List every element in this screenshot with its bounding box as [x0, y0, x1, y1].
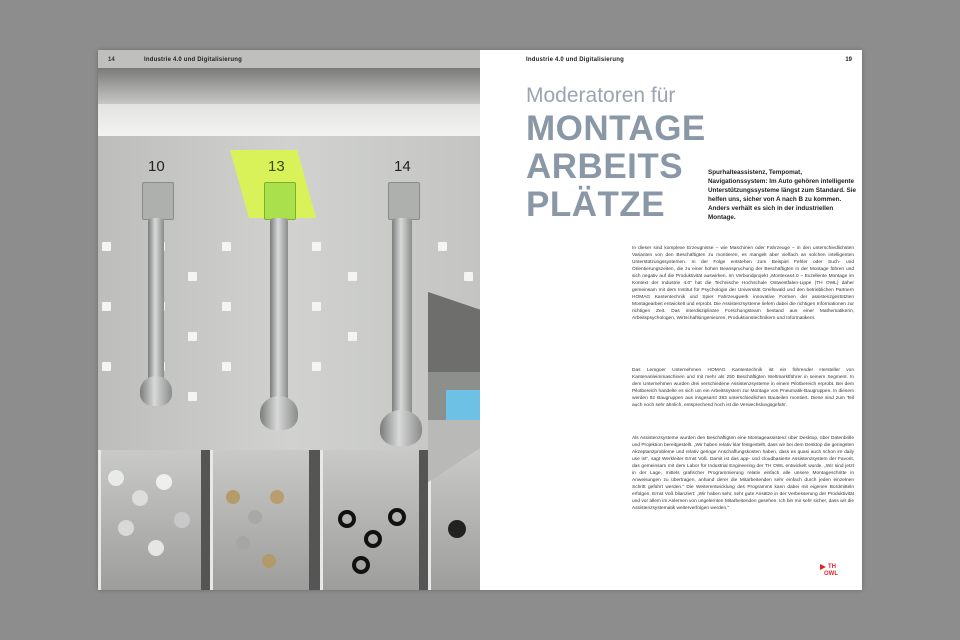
fitting [132, 490, 148, 506]
left-page-header: Industrie 4.0 und Digitalisierung [144, 57, 242, 63]
peg-hole [312, 302, 321, 311]
logo-mark-icon [820, 564, 826, 570]
peg-hole [222, 362, 231, 371]
fitting [174, 512, 190, 528]
peg-hole [102, 362, 111, 371]
peg-hole [102, 302, 111, 311]
right-page-number: 19 [845, 57, 852, 63]
peg-hole [348, 332, 357, 341]
title-line-3: PLÄTZE [526, 185, 666, 224]
wrench-14 [392, 218, 412, 418]
fitting [156, 474, 172, 490]
body-paragraph-1: In dieser sind komplexe Erzeugnisse – wie Maschinen oder Fahrzeuge – in den unterschiedlichsten Varianten von den Beschäftigten zu montieren, es mangelt aber vielfach an solchen intelligenten Unterstützungssystemen. In der Folge entstehen zum Beispiel Fehler oder Such- und Orientierungszeiten, die zu einer hohen Beanspruchung der Beschäftigten in der Montage führen und sich negativ auf die Produktivität auswirken. Im Verbundprojekt „Montexas4.0 – Exzellente Montage im Kontext der Industrie 4.0“ hat die Technische Hochschule Ostwestfalen-Lippe (TH OWL) daher gemeinsam mit dem Institut für Psychologie der Universität Greifswald und den betrieblichen Partnern HOMAG Kantentechnik und Spier Fahrzeugwerk innovative Formen der assistenzgestützten Montagearbeit entwickelt und erprobt. Die Assistenzsysteme liefern dabei die richtigen Informationen zur richtigen Zeit. Das interdisziplinäre Forschungsteam bestand aus einer Mathematikerin, Arbeitspsychologen, Wirtschaftsingenieuren, Produktionstechnikern und Informatikern. [632, 246, 854, 321]
tool-label-14: 14 [394, 158, 411, 175]
left-page-photo [98, 50, 480, 590]
wrench-head [140, 376, 172, 406]
logo-text-1: TH [828, 564, 836, 570]
wrench-head [260, 396, 298, 430]
peg-hole [188, 332, 197, 341]
wrench-10 [148, 218, 164, 384]
fitting [448, 520, 466, 538]
brass-fitting [248, 510, 262, 524]
photo-ceiling [98, 68, 480, 104]
peg-hole [438, 242, 447, 251]
title-line-2: ARBEITS [526, 147, 684, 186]
article-kicker: Moderatoren für [526, 84, 676, 107]
wrench-head [380, 410, 422, 446]
tool-holder [388, 182, 420, 220]
tool-holder-highlighted [264, 182, 296, 220]
peg-hole [348, 272, 357, 281]
tool-label-13: 13 [268, 158, 285, 175]
fitting [148, 540, 164, 556]
brass-fitting [226, 490, 240, 504]
right-page-text [480, 50, 862, 590]
tool-holder [142, 182, 174, 220]
brass-fitting [262, 554, 276, 568]
peg-hole [222, 242, 231, 251]
peg-hole [464, 272, 473, 281]
peg-hole [312, 242, 321, 251]
peg-hole [222, 302, 231, 311]
brass-fitting [270, 490, 284, 504]
brass-fitting [236, 536, 250, 550]
fitting [108, 470, 124, 486]
wrench-13 [270, 218, 288, 404]
o-ring [364, 530, 382, 548]
left-page-number: 14 [108, 57, 115, 63]
o-ring [352, 556, 370, 574]
magazine-spread [98, 50, 862, 590]
logo-text-2: OWL [824, 571, 838, 577]
photo-shelf [98, 104, 480, 136]
tool-label-10: 10 [148, 158, 165, 175]
o-ring [388, 508, 406, 526]
fitting [118, 520, 134, 536]
body-paragraph-2: Das Lemgoer Unternehmen HOMAG Kantentechnik ist ein führender Hersteller von Kantenanleimmaschinen und mit mehr als 250 Beschäftigten Weltmarktführer in seinem Segment. In dem Unternehmen wurden drei verschiedene Assistenzsysteme in einem Pilotbereich erprobt. Bei dem Pilotbereich handelte es sich um ein Arbeitssystem zur Montage von Pneumatik-Baugruppen. In diesem werden 92 Baugruppen aus insgesamt 383 unterschiedlichen Bauteilen montiert. Diese sind zum Teil auch noch sehr ähnlich, entsprechend hoch ist die Verwechslungsgefahr. [632, 368, 854, 408]
o-ring [338, 510, 356, 528]
peg-hole [188, 272, 197, 281]
th-owl-logo [820, 564, 840, 582]
right-page-header: Industrie 4.0 und Digitalisierung [526, 57, 624, 63]
peg-hole [188, 392, 197, 401]
peg-hole [312, 362, 321, 371]
lead-paragraph: Spurhalteassistenz, Tempomat, Navigationssystem: Im Auto gehören intelligente Unterstützungssysteme längst zum Standard. Sie helfen uns, sicher von A nach B zu kommen. Anders verhält es sich in der industriellen Montage. [708, 169, 857, 222]
title-line-1: MONTAGE [526, 109, 706, 148]
peg-hole [102, 242, 111, 251]
body-paragraph-3: Als Assistenzsysteme wurden den Beschäftigten eine Montageassistenz über Desktop, über Datenbrille und Projektion bereitgestellt. „Wir haben relativ klar festgestellt, dass wir bei dem Desktop die geringsten Akzeptanzprobleme und relativ geringe Anschaffungskosten haben, dass es quasi auch schon im daily use ist“, sagt Werkleiter Ernst Voß. Damit ist das app- und cloudbasierte Assistenzsystem der Favorit, das gemeinsam mit dem Labor für Industrial Engineering der TH OWL entwickelt wurde. „Wir sind jetzt in der Lage, mittels grafischer Programmierung relativ einfach alle unsere Montageschritte in Anweisungen zu übertragen, anhand derer die Mitarbeitenden sehr einfach durch jeden einzelnen Schritt geführt werden.“ Die Weiterentwicklung des Programms kann dabei mit eigenen Bordmitteln erfolgen. Ernst Voß bilanziert: „Wir haben sehr, sehr gute Ansätze in der Verbesserung der Produktivität und vor allem im Anlernen von ungelernten Mitarbeitenden gesehen. Ich bin mir sehr sicher, dass wir die Assistenzsystematik weiterverfolgen werden.“ [632, 436, 854, 511]
